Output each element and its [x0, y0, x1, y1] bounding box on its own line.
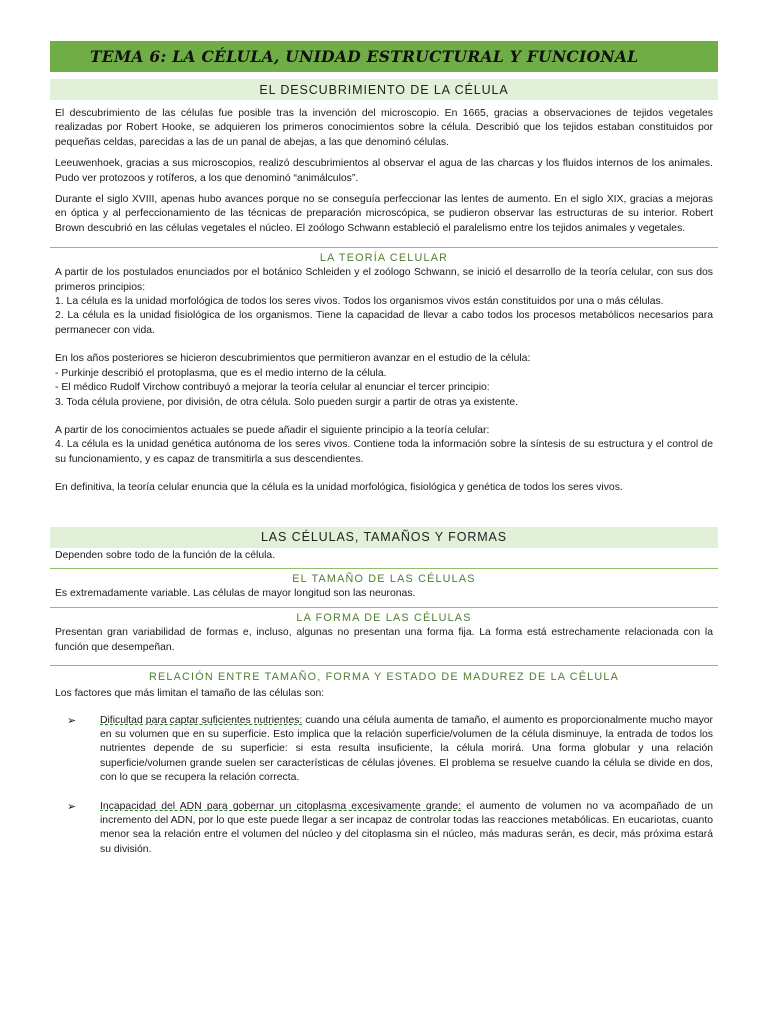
paragraph: A partir de los postulados enunciados por el botánico Schleiden y el zoólogo Schwann, se inició el desarrollo de la teoría celular, con sus dos primeros principios:	[55, 267, 713, 293]
subheading-relacion: RELACIÓN ENTRE TAMAÑO, FORMA Y ESTADO DE MADUREZ DE LA CÉLULA	[149, 671, 619, 684]
section-heading-tamanos: LAS CÉLULAS, TAMAÑOS Y FORMAS	[50, 527, 718, 548]
list-item: 1. La célula es la unidad morfológica de todos los seres vivos. Todos los organismos vivos están constituidos por una o más células.	[55, 296, 664, 308]
bullet-text	[100, 800, 718, 858]
page-title: TEMA 6: LA CÉLULA, UNIDAD ESTRUCTURAL Y FUNCIONAL	[90, 47, 639, 66]
subheading-forma: LA FORMA DE LAS CÉLULAS	[296, 612, 472, 625]
paragraph: Es extremadamente variable. Las células de mayor longitud son las neuronas.	[55, 587, 416, 599]
bullet-text	[100, 714, 718, 786]
paragraph: A partir de los conocimientos actuales se puede añadir el siguiente principio a la teoría celular:	[55, 424, 490, 436]
paragraph: Los factores que más limitan el tamaño de las células son:	[55, 688, 325, 700]
arrow-bullet-icon: ➢	[67, 714, 77, 727]
bullet-item	[50, 714, 718, 786]
bullet-lead: Dificultad para captar suficientes nutrientes:	[100, 714, 303, 726]
paragraph: Dependen sobre todo de la función de la célula.	[55, 549, 276, 561]
subheading-tamano: EL TAMAÑO DE LAS CÉLULAS	[292, 572, 476, 585]
bullet-item	[50, 800, 718, 858]
divider	[50, 568, 718, 569]
paragraph: El descubrimiento de las células fue posible tras la invención del microscopio. En 1665, gracias a observaciones de tejidos vegetales realizadas por Robert Hooke, se adquieren los primeros conocimientos sobre la célula. Describió que los tejidos estaban constituidos por pequeñas celdas, parecidas a las de un panal de abejas, a las que denominó células.	[55, 108, 713, 148]
list-item: 2. La célula es la unidad fisiológica de los organismos. Tiene la capacidad de llevar a cabo todos los procesos metabólicos necesarios para permanecer con vida.	[55, 310, 713, 336]
bullet-lead: Incapacidad del ADN para gobernar un citoplasma excesivamente grande:	[100, 800, 462, 812]
title-bar	[50, 41, 718, 72]
bullet-body: cuando una célula aumenta de tamaño, el aumento es proporcionalmente mucho mayor en su volumen que en su superficie. Esto implica que la relación superficie/volumen de la célula disminuye, la entrada de todos los nutrientes depende de su superficie: si esta resulta insuficiente, la célula morirá. Una forma globular y una relación superficie/volumen grande suelen ser características de células jóvenes. El problema se resuelve cuando la célula se divide en dos, con lo que se recupera la relación correcta.	[100, 714, 713, 784]
section-heading-descubrimiento: EL DESCUBRIMIENTO DE LA CÉLULA	[50, 79, 718, 100]
list-item: - El médico Rudolf Virchow contribuyó a mejorar la teoría celular al enunciar el tercer principio:	[55, 382, 490, 394]
list-item: - Purkinje describió el protoplasma, que es el medio interno de la célula.	[55, 367, 387, 379]
paragraph: Leeuwenhoek, gracias a sus microscopios, realizó descubrimientos al observar el agua de las charcas y los fluidos internos de los animales. Pudo ver protozoos y rotíferos, a los que denominó “animálculos”.	[55, 158, 713, 184]
divider	[50, 607, 718, 608]
divider	[50, 665, 718, 666]
list-item: 4. La célula es la unidad genética autónoma de los seres vivos. Contiene toda la información sobre la síntesis de su estructura y el control de su funcionamiento, y es capaz de transmitirla a sus descendientes.	[55, 439, 713, 465]
divider	[50, 247, 718, 248]
subheading-teoria: LA TEORÍA CELULAR	[319, 252, 449, 265]
list-item: 3. Toda célula proviene, por división, de otra célula. Solo pueden surgir a partir de otras ya existente.	[55, 396, 519, 408]
paragraph: En definitiva, la teoría celular enuncia que la célula es la unidad morfológica, fisiológica y genética de todos los seres vivos.	[55, 482, 623, 494]
arrow-bullet-icon: ➢	[67, 800, 77, 813]
paragraph: Presentan gran variabilidad de formas e, incluso, algunas no presentan una forma fija. La forma está estrechamente relacionada con la función que desempeñan.	[55, 627, 713, 653]
paragraph: Durante el siglo XVIII, apenas hubo avances porque no se conseguía perfeccionar las lentes de aumento. En el siglo XIX, gracias a mejoras en óptica y al perfeccionamiento de las técnicas de preparación microscópica, se pudieron observar las estructuras de su interior. Robert Brown descubrió en las células vegetales el núcleo. El zoólogo Schwann estableció el paralelismo entre los tejidos animales y vegetales.	[55, 194, 713, 234]
bullet-body: el aumento de volumen no va acompañado de un incremento del ADN, por lo que este puede llegar a ser incapaz de controlar todas las reacciones metabólicas. En eucariotas, cuanto menor sea la relación entre el volumen del núcleo y del citoplasma sin el núcleo, más maduras serán, es decir, más próxima estará su división.	[100, 800, 713, 855]
document-page	[50, 41, 718, 857]
paragraph: En los años posteriores se hicieron descubrimientos que permitieron avanzar en el estudio de la célula:	[55, 353, 531, 365]
